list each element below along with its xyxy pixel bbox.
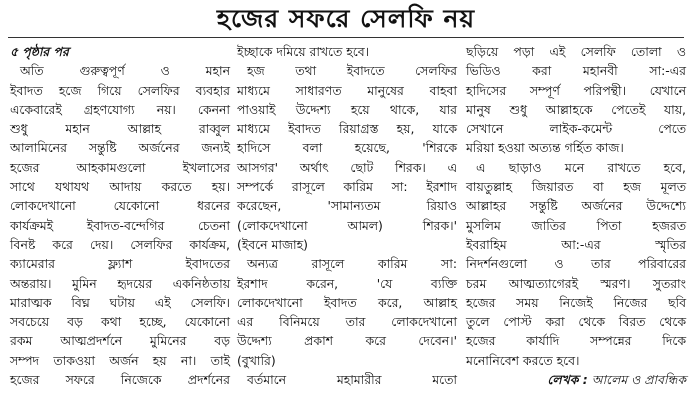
paragraph-line: সম্পদ তাকওয়া অর্জন হয় না। তাই (10, 352, 230, 368)
author-credit (466, 370, 686, 389)
paragraph-line: মাধ্যমে ইবাদত রিয়াগ্রস্ত হয়, যাকে (237, 121, 457, 137)
author-name: আলেম ও প্রাবন্ধিক (591, 372, 686, 388)
paragraph-line: ইবরাহিম আ:-এর স্মৃতির (466, 236, 686, 252)
paragraph-line: মানুষ শুধু আল্লাহকে পেতেই যায়, (466, 101, 686, 117)
paragraph-line: রকম আত্মপ্রদর্শনে মুমিনের বড় (10, 333, 230, 349)
paragraph-line: চরম আত্মত্যাগেরই স্মরণ। সুতরাং (466, 275, 686, 291)
paragraph-line: আসগর' অর্থাৎ ছোট শিরক। এ (237, 159, 457, 175)
paragraph-line: ইরশাদ করেন, 'যে ব্যক্তি (237, 275, 457, 291)
paragraph-line: অন্যত্র রাসূলে কারিম সা: (247, 256, 457, 272)
paragraph-line: মুসলিম জাতির পিতা হজরত (466, 217, 686, 233)
paragraph-line: সেখানে লাইক-কমেন্ট পেতে (466, 121, 686, 137)
paragraph-line: লোকদেখানো যেকোনো ধরনের (10, 198, 230, 214)
paragraph-line: করেছেন, 'সামান্যতম রিয়াও (237, 198, 457, 214)
article-column-3 (466, 42, 686, 389)
citation: (ইবনে মাজাহ) (237, 236, 308, 252)
paragraph-line: হজের সময় নিজেই নিজের ছবি (466, 294, 686, 310)
paragraph-line: হাদিসের সম্পূর্ণ পরিপন্থী। যেখানে (466, 82, 686, 98)
paragraph-line: আল্লাহর সন্তুষ্টি অর্জনের উদ্দেশ্যে (466, 198, 686, 214)
paragraph-line: একেবারেই গ্রহণযোগ্য নয়। কেননা (10, 101, 230, 117)
paragraph-line: হজের আহকামগুলো ইখলাসের (10, 159, 230, 175)
paragraph-line: শুধু মহান আল্লাহ রাব্বুল (10, 121, 230, 137)
paragraph-line: ভিডিও করা মহানবী সা:-এর (466, 63, 686, 79)
paragraph-line: আলামিনের সন্তুষ্টি অর্জনের জন্যই (10, 140, 230, 156)
paragraph-line: সবচেয়ে বড় কথা হচ্ছে, যেকোনো (10, 314, 230, 330)
article-column-1 (10, 42, 230, 389)
paragraph-line: ইবাদত হজে গিয়ে সেলফির ব্যবহার (10, 82, 230, 98)
paragraph-line: বর্তমানে মহামারীর মতো (247, 372, 457, 388)
article-title: হজের সফরে সেলফি নয় (216, 4, 476, 33)
citation: (বুখারি) (237, 352, 276, 368)
paragraph-line: তুলে পোস্ট করা থেকে বিরত থেকে (466, 314, 686, 330)
paragraph-line: বায়তুল্লাহ জিয়ারত বা হজ মূলত (466, 179, 686, 195)
paragraph-line: ক্যামেরার ফ্ল্যাশ ইবাদতের (10, 256, 230, 272)
paragraph-line: হজের সফরে নিজেকে প্রদর্শনের (10, 372, 230, 388)
author-label: লেখক : (547, 372, 588, 388)
paragraph-line: সম্পর্কে রাসূলে কারিম সা: ইরশাদ (237, 179, 457, 195)
paragraph-line: এর বিনিময়ে তার লোকদেখানো (237, 314, 457, 330)
paragraph-line: ইচ্ছাকে দমিয়ে রাখতে হবে। (237, 44, 370, 59)
paragraph-line: কার্যক্রমই ইবাদত-বন্দেগির চেতনা (10, 217, 230, 233)
paragraph-line: ছড়িয়ে পড়া এই সেলফি তোলা ও (466, 44, 686, 59)
continued-from-label: ৫ পৃষ্ঠার পর (10, 44, 69, 59)
paragraph-line: এ ছাড়াও মনে রাখতে হবে, (476, 159, 686, 175)
paragraph-line: মারাত্মক বিঘ্ন ঘটায় এই সেলফি। (10, 294, 230, 310)
paragraph-line: পাওয়াই উদ্দেশ্য হয়ে থাকে, যার (237, 101, 457, 117)
article-column-2 (237, 42, 457, 389)
paragraph-line: লোকদেখানো ইবাদত করে, আল্লাহ (237, 294, 457, 310)
paragraph-line: হজ তথা ইবাদতে সেলফির (247, 63, 457, 79)
paragraph-line: মনোনিবেশ করতে হবে। (466, 352, 580, 368)
paragraph-line: হজের কার্যাদি সম্পন্নের দিকে (466, 333, 686, 349)
paragraph-line: সাথে যথাযথ আদায় করতে হয়। (10, 179, 230, 195)
paragraph-line: (লোকদেখানো আমল) শিরক।' (237, 217, 457, 233)
paragraph-line: অতি গুরুত্বপূর্ণ ও মহান (20, 63, 230, 79)
paragraph-line: নিদর্শনগুলো ও তার পরিবারের (466, 256, 686, 272)
paragraph-line: বিনষ্ট করে দেয়। সেলফির কার্যক্রম, (10, 236, 230, 252)
paragraph-line: মরিয়া হওয়া অত্যন্ত গর্হিত কাজ। (466, 140, 624, 156)
paragraph-line: অন্তরায়। মুমিন হৃদয়ের একনিষ্ঠতায় (10, 275, 230, 291)
paragraph-line: উদ্দেশ্য প্রকাশ করে দেবেন।' (237, 333, 457, 349)
paragraph-line: হাদিসে বলা হয়েছে, 'শিরকে (237, 140, 457, 156)
paragraph-line: মাধ্যমে সাধারণত মানুষের বাহবা (237, 82, 457, 98)
title-divider (8, 37, 684, 38)
